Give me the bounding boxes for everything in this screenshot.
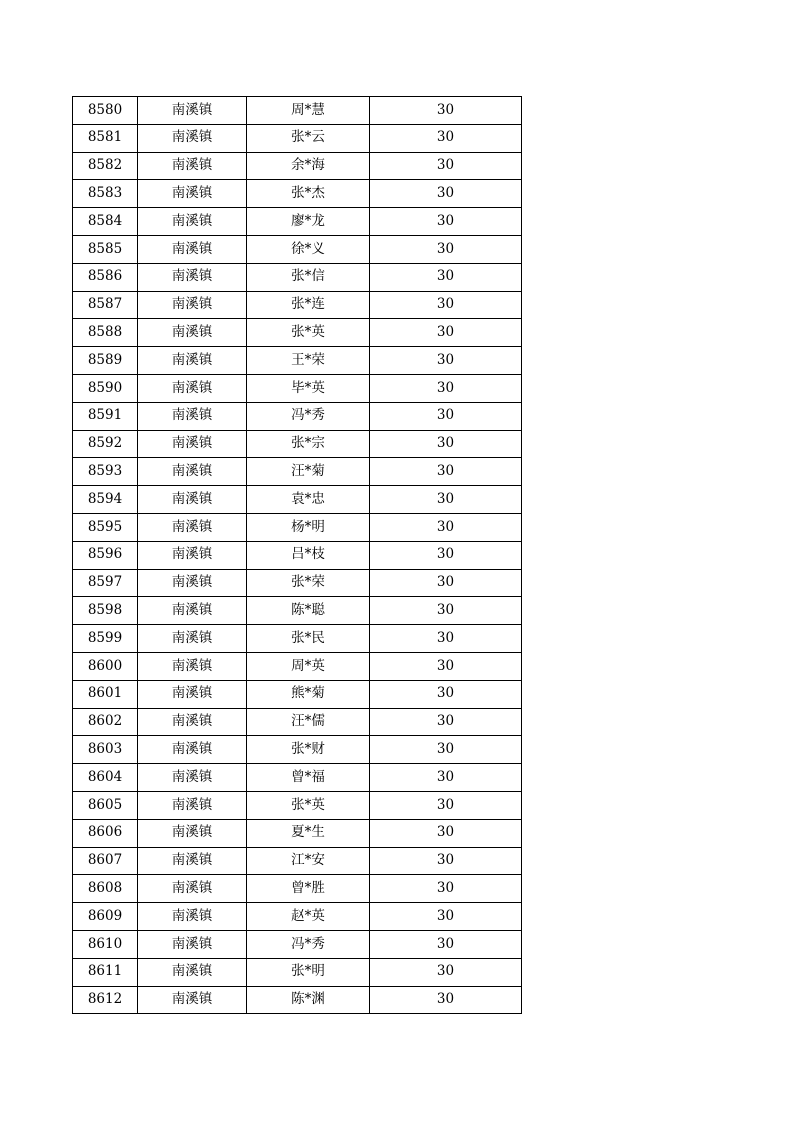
table-row xyxy=(73,374,522,402)
row-number-cell: 8581 xyxy=(73,124,138,152)
person-name-cell: 毕*英 xyxy=(247,374,370,402)
town-cell: 南溪镇 xyxy=(138,903,247,931)
row-number-cell: 8598 xyxy=(73,597,138,625)
row-number-cell: 8582 xyxy=(73,152,138,180)
amount-cell: 30 xyxy=(370,458,522,486)
town-cell: 南溪镇 xyxy=(138,680,247,708)
table-row xyxy=(73,180,522,208)
town-cell: 南溪镇 xyxy=(138,875,247,903)
amount-cell: 30 xyxy=(370,402,522,430)
town-cell: 南溪镇 xyxy=(138,930,247,958)
amount-cell: 30 xyxy=(370,736,522,764)
person-name-cell: 熊*菊 xyxy=(247,680,370,708)
row-number-cell: 8583 xyxy=(73,180,138,208)
row-number-cell: 8593 xyxy=(73,458,138,486)
table-row xyxy=(73,791,522,819)
town-cell: 南溪镇 xyxy=(138,847,247,875)
amount-cell: 30 xyxy=(370,208,522,236)
table-row xyxy=(73,680,522,708)
person-name-cell: 周*英 xyxy=(247,652,370,680)
person-name-cell: 汪*菊 xyxy=(247,458,370,486)
amount-cell: 30 xyxy=(370,97,522,125)
amount-cell: 30 xyxy=(370,652,522,680)
table-row xyxy=(73,97,522,125)
row-number-cell: 8588 xyxy=(73,319,138,347)
person-name-cell: 张*英 xyxy=(247,319,370,347)
person-name-cell: 江*安 xyxy=(247,847,370,875)
person-name-cell: 周*慧 xyxy=(247,97,370,125)
town-cell: 南溪镇 xyxy=(138,764,247,792)
row-number-cell: 8609 xyxy=(73,903,138,931)
row-number-cell: 8605 xyxy=(73,791,138,819)
table-row xyxy=(73,708,522,736)
amount-cell: 30 xyxy=(370,930,522,958)
person-name-cell: 陈*聪 xyxy=(247,597,370,625)
person-name-cell: 张*财 xyxy=(247,736,370,764)
person-name-cell: 吕*枝 xyxy=(247,541,370,569)
amount-cell: 30 xyxy=(370,319,522,347)
table-row xyxy=(73,903,522,931)
amount-cell: 30 xyxy=(370,764,522,792)
town-cell: 南溪镇 xyxy=(138,958,247,986)
person-name-cell: 冯*秀 xyxy=(247,930,370,958)
town-cell: 南溪镇 xyxy=(138,319,247,347)
town-cell: 南溪镇 xyxy=(138,235,247,263)
row-number-cell: 8606 xyxy=(73,819,138,847)
town-cell: 南溪镇 xyxy=(138,458,247,486)
row-number-cell: 8604 xyxy=(73,764,138,792)
amount-cell: 30 xyxy=(370,708,522,736)
person-name-cell: 陈*渊 xyxy=(247,986,370,1014)
town-cell: 南溪镇 xyxy=(138,374,247,402)
table-row xyxy=(73,597,522,625)
table-row xyxy=(73,958,522,986)
amount-cell: 30 xyxy=(370,486,522,514)
person-name-cell: 赵*英 xyxy=(247,903,370,931)
table-row xyxy=(73,736,522,764)
town-cell: 南溪镇 xyxy=(138,569,247,597)
table-row xyxy=(73,402,522,430)
table-row xyxy=(73,986,522,1014)
row-number-cell: 8600 xyxy=(73,652,138,680)
town-cell: 南溪镇 xyxy=(138,208,247,236)
person-name-cell: 杨*明 xyxy=(247,513,370,541)
row-number-cell: 8608 xyxy=(73,875,138,903)
person-name-cell: 曾*福 xyxy=(247,764,370,792)
town-cell: 南溪镇 xyxy=(138,597,247,625)
amount-cell: 30 xyxy=(370,541,522,569)
person-name-cell: 张*宗 xyxy=(247,430,370,458)
table-row xyxy=(73,930,522,958)
amount-cell: 30 xyxy=(370,263,522,291)
amount-cell: 30 xyxy=(370,347,522,375)
person-name-cell: 汪*儒 xyxy=(247,708,370,736)
row-number-cell: 8585 xyxy=(73,235,138,263)
person-name-cell: 张*荣 xyxy=(247,569,370,597)
table-row xyxy=(73,263,522,291)
table-row xyxy=(73,486,522,514)
table-body xyxy=(73,97,522,1014)
row-number-cell: 8584 xyxy=(73,208,138,236)
amount-cell: 30 xyxy=(370,791,522,819)
amount-cell: 30 xyxy=(370,513,522,541)
row-number-cell: 8587 xyxy=(73,291,138,319)
town-cell: 南溪镇 xyxy=(138,402,247,430)
table-row xyxy=(73,152,522,180)
amount-cell: 30 xyxy=(370,847,522,875)
town-cell: 南溪镇 xyxy=(138,652,247,680)
row-number-cell: 8595 xyxy=(73,513,138,541)
town-cell: 南溪镇 xyxy=(138,708,247,736)
table-row xyxy=(73,430,522,458)
table-row xyxy=(73,625,522,653)
person-name-cell: 冯*秀 xyxy=(247,402,370,430)
row-number-cell: 8594 xyxy=(73,486,138,514)
town-cell: 南溪镇 xyxy=(138,736,247,764)
amount-cell: 30 xyxy=(370,958,522,986)
amount-cell: 30 xyxy=(370,903,522,931)
data-table xyxy=(72,96,522,1014)
table-row xyxy=(73,347,522,375)
town-cell: 南溪镇 xyxy=(138,819,247,847)
amount-cell: 30 xyxy=(370,680,522,708)
table-row xyxy=(73,541,522,569)
amount-cell: 30 xyxy=(370,152,522,180)
person-name-cell: 张*英 xyxy=(247,791,370,819)
amount-cell: 30 xyxy=(370,374,522,402)
row-number-cell: 8596 xyxy=(73,541,138,569)
table-row xyxy=(73,652,522,680)
row-number-cell: 8611 xyxy=(73,958,138,986)
person-name-cell: 张*明 xyxy=(247,958,370,986)
person-name-cell: 余*海 xyxy=(247,152,370,180)
amount-cell: 30 xyxy=(370,625,522,653)
person-name-cell: 张*连 xyxy=(247,291,370,319)
town-cell: 南溪镇 xyxy=(138,486,247,514)
table-row xyxy=(73,513,522,541)
person-name-cell: 徐*义 xyxy=(247,235,370,263)
row-number-cell: 8591 xyxy=(73,402,138,430)
amount-cell: 30 xyxy=(370,430,522,458)
row-number-cell: 8599 xyxy=(73,625,138,653)
table-row xyxy=(73,875,522,903)
row-number-cell: 8601 xyxy=(73,680,138,708)
amount-cell: 30 xyxy=(370,235,522,263)
amount-cell: 30 xyxy=(370,124,522,152)
town-cell: 南溪镇 xyxy=(138,97,247,125)
table-row xyxy=(73,569,522,597)
person-name-cell: 王*荣 xyxy=(247,347,370,375)
table-row xyxy=(73,208,522,236)
town-cell: 南溪镇 xyxy=(138,625,247,653)
amount-cell: 30 xyxy=(370,180,522,208)
row-number-cell: 8592 xyxy=(73,430,138,458)
town-cell: 南溪镇 xyxy=(138,291,247,319)
amount-cell: 30 xyxy=(370,597,522,625)
table-row xyxy=(73,458,522,486)
amount-cell: 30 xyxy=(370,569,522,597)
amount-cell: 30 xyxy=(370,875,522,903)
table-row xyxy=(73,764,522,792)
town-cell: 南溪镇 xyxy=(138,791,247,819)
row-number-cell: 8586 xyxy=(73,263,138,291)
row-number-cell: 8589 xyxy=(73,347,138,375)
table-row xyxy=(73,847,522,875)
person-name-cell: 廖*龙 xyxy=(247,208,370,236)
amount-cell: 30 xyxy=(370,986,522,1014)
row-number-cell: 8590 xyxy=(73,374,138,402)
town-cell: 南溪镇 xyxy=(138,430,247,458)
person-name-cell: 张*杰 xyxy=(247,180,370,208)
town-cell: 南溪镇 xyxy=(138,347,247,375)
person-name-cell: 张*云 xyxy=(247,124,370,152)
town-cell: 南溪镇 xyxy=(138,263,247,291)
row-number-cell: 8580 xyxy=(73,97,138,125)
town-cell: 南溪镇 xyxy=(138,124,247,152)
table-row xyxy=(73,819,522,847)
table-row xyxy=(73,124,522,152)
table-row xyxy=(73,319,522,347)
town-cell: 南溪镇 xyxy=(138,152,247,180)
row-number-cell: 8597 xyxy=(73,569,138,597)
row-number-cell: 8610 xyxy=(73,930,138,958)
table-row xyxy=(73,235,522,263)
row-number-cell: 8607 xyxy=(73,847,138,875)
row-number-cell: 8612 xyxy=(73,986,138,1014)
amount-cell: 30 xyxy=(370,819,522,847)
town-cell: 南溪镇 xyxy=(138,541,247,569)
person-name-cell: 夏*生 xyxy=(247,819,370,847)
table-row xyxy=(73,291,522,319)
person-name-cell: 张*信 xyxy=(247,263,370,291)
amount-cell: 30 xyxy=(370,291,522,319)
person-name-cell: 张*民 xyxy=(247,625,370,653)
person-name-cell: 曾*胜 xyxy=(247,875,370,903)
town-cell: 南溪镇 xyxy=(138,986,247,1014)
row-number-cell: 8602 xyxy=(73,708,138,736)
person-name-cell: 袁*忠 xyxy=(247,486,370,514)
town-cell: 南溪镇 xyxy=(138,180,247,208)
row-number-cell: 8603 xyxy=(73,736,138,764)
town-cell: 南溪镇 xyxy=(138,513,247,541)
